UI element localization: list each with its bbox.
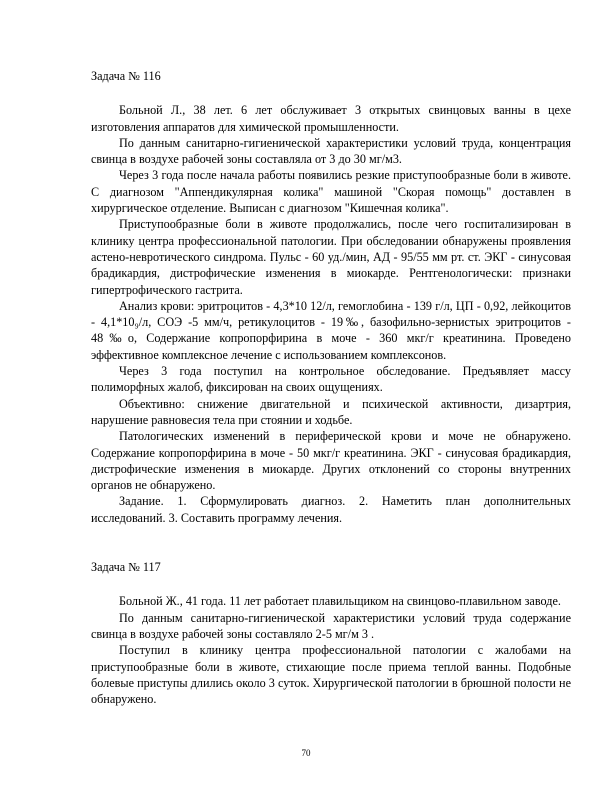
task-116-paragraph-1: Больной Л., 38 лет. 6 лет обслуживает 3 открытых свинцовых ванны в цехе изготовления аппаратов для химической промышленности. <box>91 103 571 134</box>
task-116-paragraph-5: Анализ крови: эритроцитов - 4,3*10 12/л, гемоглобина - 139 г/л, ЦП - 0,92, лейкоцитов - 4,1*10₉/л, СОЭ -5 мм/ч, ретикулоцитов - 19‰, базофильно-зернистых эритроцитов - 48‰о, Содержание копропорфирина в моче - 360 мкг/г креатинина. Проведено эффективное комплексное лечение с использованием комплексонов. <box>91 298 571 362</box>
task-116-paragraph-7: Объективно: снижение двигательной и психической активности, дизартрия, нарушение равновесия тела при стоянии и ходьбе. <box>91 396 571 427</box>
task-117-paragraph-1: Больной Ж., 41 года. 11 лет работает плавильщиком на свинцово-плавильном заводе. <box>119 594 561 609</box>
task-117-title: Задача № 117 <box>91 560 161 575</box>
task-116-paragraph-4: Приступообразные боли в животе продолжались, после чего госпитализирован в клинику центра профессиональной патологии. При обследовании обнаружены проявления астено-невротического синдрома. Пульс - 60 уд./мин, АД - 95/55 мм рт. ст. ЭКГ - синусовая брадикардия, дистрофические изменения в миокарде. Рентгенологически: признаки гипертрофического гастрита. <box>91 217 571 297</box>
task-117-paragraph-2: По данным санитарно-гигиенической характеристики условий труда содержание свинца в воздухе рабочей зоны составляло 2-5 мг/м 3 . <box>91 610 571 641</box>
task-116-paragraph-9: Задание. 1. Сформулировать диагноз. 2. Наметить план дополнительных исследований. 3. Составить программу лечения. <box>91 494 571 525</box>
task-116-paragraph-8: Патологических изменений в периферической крови и моче не обнаружено. Содержание копропорфирина в моче - 50 мкг/г креатинина. ЭКГ - синусовая брадикардия, дистрофические изменения в миокарде. Других отклонений со стороны внутренних органов не обнаружено. <box>91 429 571 493</box>
task-116-paragraph-2: По данным санитарно-гигиенической характеристики условий труда, концентрация свинца в воздухе рабочей зоны составляла от 3 до 30 мг/м3. <box>91 135 571 167</box>
page-number: 70 <box>301 748 311 758</box>
task-116-title: Задача № 116 <box>91 69 161 83</box>
task-116-paragraph-6: Через 3 года поступил на контрольное обследование. Предъявляет массу полиморфных жалоб, фиксирован на своих ощущениях. <box>91 364 571 395</box>
task-117-paragraph-3: Поступил в клинику центра профессиональной патологии с жалобами на приступообразные боли в животе, стихающие после приема теплой ванны. Подобные болевые приступы длились около 3 суток. Хирургической патологии в брюшной полости не обнаружено. <box>91 643 571 707</box>
task-116-paragraph-3: Через 3 года после начала работы появились резкие приступообразные боли в животе. С диагнозом "Аппендикулярная колика" машиной "Скорая помощь" доставлен в хирургическое отделение. Выписан с диагнозом "Кишечная колика". <box>91 168 571 216</box>
page-content <box>91 68 571 707</box>
